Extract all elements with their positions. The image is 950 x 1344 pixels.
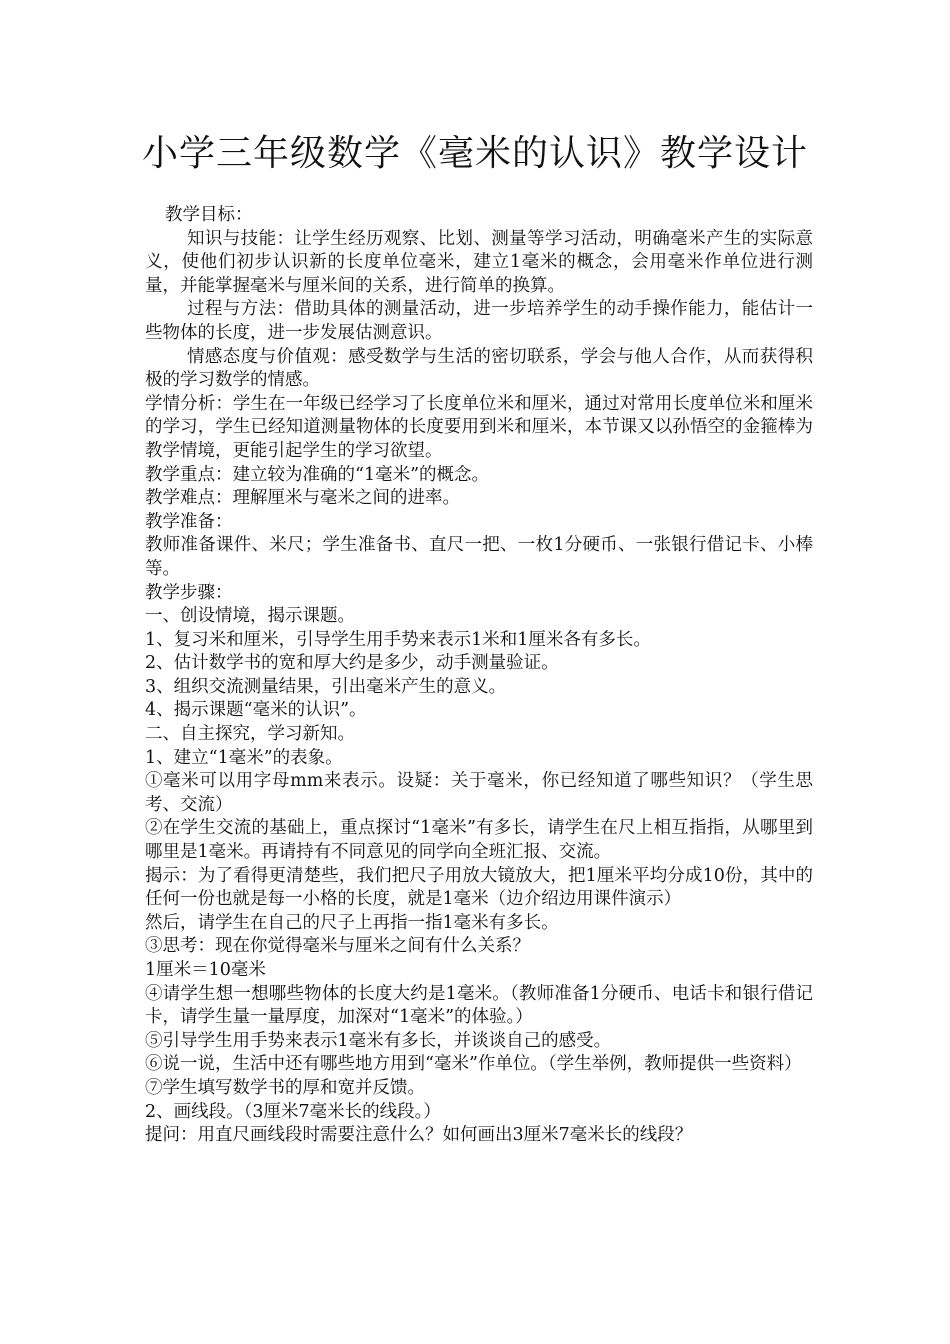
paragraph: ⑤引导学生用手势来表示1毫米有多长，并谈谈自己的感受。 [145,1030,612,1051]
paragraph: 二、自主探究，学习新知。 [145,724,355,745]
document-body [145,204,813,1148]
paragraph: 4、揭示课题“毫米的认识”。 [145,700,367,721]
paragraph: 然后，请学生在自己的尺子上再指一指1毫米有多长。 [145,912,559,933]
document-title: 小学三年级数学《毫米的认识》教学设计 [141,133,808,174]
paragraph: 提问：用直尺画线段时需要注意什么？如何画出3厘米7毫米长的线段？ [145,1125,693,1146]
paragraph: 揭示：为了看得更清楚些，我们把尺子用放大镜放大，把1厘米平均分成10份，其中的任何一份也就是每一小格的长度，就是1毫米（边介绍边用课件演示） [145,865,813,910]
paragraph: 1、复习米和厘米，引导学生用手势来表示1米和1厘米各有多长。 [145,629,651,650]
paragraph: 2、画线段。（3厘米7毫米长的线段。） [145,1101,441,1122]
paragraph: ⑥说一说，生活中还有哪些地方用到“毫米”作单位。（学生举例，教师提供一些资料） [145,1054,802,1075]
paragraph: 教学准备： [145,511,233,532]
paragraph: 过程与方法：借助具体的测量活动，进一步培养学生的动手操作能力，能估计一些物体的长度，进一步发展估测意识。 [145,299,813,343]
paragraph: ⑦学生填写数学书的厚和宽并反馈。 [145,1077,425,1098]
paragraph: 知识与技能：让学生经历观察、比划、测量等学习活动，明确毫米产生的实际意义，使他们初步认识新的长度单位毫米，建立1毫米的概念，会用毫米作单位进行测量，并能掌握毫米与厘米间的关系，进行简单的换算。 [145,228,813,296]
paragraph: 3、组织交流测量结果，引出毫米产生的意义。 [145,676,507,697]
paragraph: 2、估计数学书的宽和厚大约是多少，动手测量验证。 [145,653,559,674]
paragraph: 教师准备课件、米尺；学生准备书、直尺一把、一枚1分硬币、一张银行借记卡、小棒等。 [145,535,813,579]
paragraph: ①毫米可以用字母mm来表示。设疑：关于毫米，你已经知道了哪些知识？（学生思考、交流） [145,771,813,815]
paragraph: ③思考：现在你觉得毫米与厘米之间有什么关系？ [145,936,530,957]
paragraph: ④请学生想一想哪些物体的长度大约是1毫米。（教师准备1分硬币、电话卡和银行借记卡，请学生量一量厚度，加深对“1毫米”的体验。） [145,983,813,1028]
paragraph: 教学步骤： [145,582,233,603]
paragraph: ②在学生交流的基础上，重点探讨“1毫米”有多长，请学生在尺上相互指指，从哪里到哪里是1毫米。再请持有不同意见的同学向全班汇报、交流。 [145,818,813,863]
paragraph: 学情分析：学生在一年级已经学习了长度单位米和厘米，通过对常用长度单位米和厘米的学习，学生已经知道测量物体的长度要用到米和厘米，本节课又以孙悟空的金箍棒为教学情境，更能引起学生的学习欲望。 [145,393,813,461]
paragraph: 教学目标： [165,205,253,225]
paragraph: 1、建立“1毫米”的表象。 [145,747,343,768]
paragraph: 教学重点：建立较为准确的“1毫米”的概念。 [145,464,490,485]
paragraph: 教学难点：理解厘米与毫米之间的进率。 [145,488,460,509]
paragraph: 1厘米＝10毫米 [145,960,266,980]
paragraph: 情感态度与价值观：感受数学与生活的密切联系，学会与他人合作，从而获得积极的学习数学的情感。 [145,346,813,391]
paragraph: 一、创设情境，揭示课题。 [145,606,355,627]
